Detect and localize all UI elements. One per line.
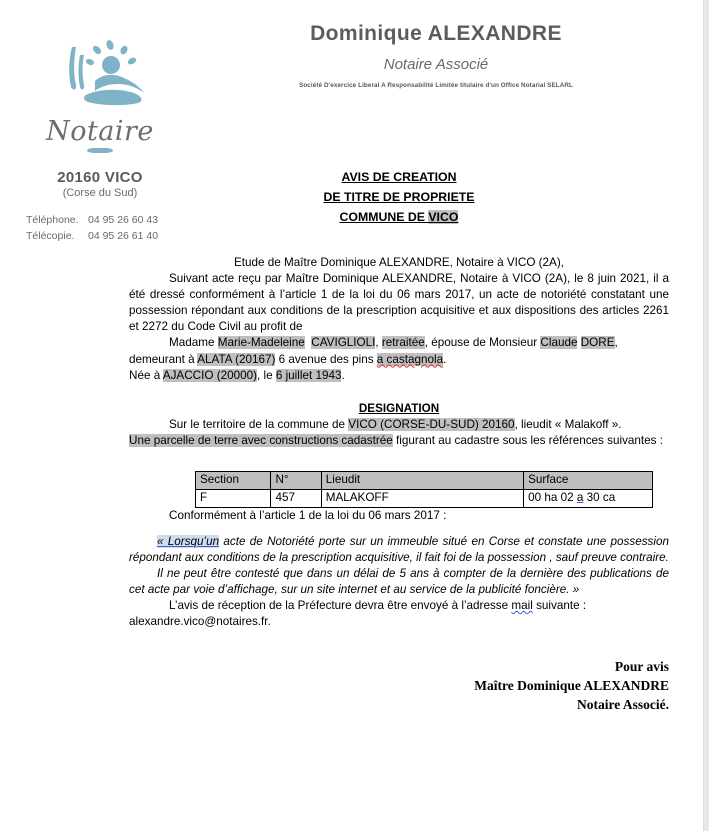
title-line-1: AVIS DE CREATION bbox=[341, 170, 457, 184]
quote-open-marker: « Lorsqu’un bbox=[157, 534, 220, 548]
table-header-row bbox=[196, 472, 653, 490]
column-header-lieudit: Lieudit bbox=[321, 472, 523, 490]
phone-label: Téléphone. bbox=[26, 214, 79, 226]
firm-legal-form: Société D'exercice Liberal A Responsabilité Limitée titulaire d'un Office Notarial SELARL bbox=[299, 82, 573, 89]
fax-value: 04 95 26 61 40 bbox=[88, 230, 159, 243]
firm-role: Notaire Associé bbox=[383, 56, 489, 73]
signature-block bbox=[129, 657, 669, 714]
surface-post: 30 ca bbox=[583, 490, 616, 504]
residence-intro: demeurant à bbox=[129, 352, 198, 366]
parcel-line bbox=[129, 434, 663, 447]
birth-tail: . bbox=[341, 368, 345, 382]
birth-mid: , le bbox=[256, 368, 276, 382]
birth-line bbox=[129, 369, 345, 382]
designation-lieudit-tail: , lieudit « Malakoff ». bbox=[514, 417, 622, 431]
parcel-tail: figurant au cadastre sous les références suivantes : bbox=[392, 434, 664, 448]
spouse-first-name: Claude bbox=[540, 336, 578, 350]
birth-intro: Née à bbox=[129, 368, 163, 382]
masthead bbox=[186, 22, 686, 89]
acte-paragraph: Suivant acte reçu par Maître Dominique ALEXANDRE, Notaire à VICO (2A), le 8 juin 2021, il a été dressé conformément à l’article 1 de la loi du 06 mars 2017, un acte de notoriété constatant une possession répondant aux conditions de la prescription acquisitive et aux dispositions des articles 2261 et 2272 du Code Civil au profit de bbox=[129, 271, 669, 334]
column-header-section: Section bbox=[196, 472, 271, 490]
table-row bbox=[196, 489, 653, 507]
contact-email: alexandre.vico@notaires.fr. bbox=[129, 615, 271, 629]
office-city: 20160 VICO bbox=[57, 169, 143, 186]
prefecture-paragraph bbox=[129, 598, 669, 630]
page-right-edge bbox=[703, 0, 709, 831]
designation-commune: VICO (CORSE-DU-SUD) 20160 bbox=[348, 417, 515, 431]
person-after-lastname: , bbox=[375, 336, 382, 350]
cell-surface bbox=[524, 489, 653, 507]
person-first-name: Marie-Madeleine bbox=[217, 336, 305, 350]
mail-word: mail bbox=[511, 599, 533, 613]
title-line-2: DE TITRE DE PROPRIETE bbox=[323, 189, 475, 204]
designation-heading: DESIGNATION bbox=[358, 401, 440, 415]
cell-number: 457 bbox=[271, 489, 321, 507]
logo-wordmark: Notaire bbox=[46, 116, 154, 147]
fax-label: Télécopie. bbox=[26, 230, 75, 243]
person-occupation: retraitée bbox=[381, 336, 425, 350]
phone-value: 04 95 26 60 43 bbox=[88, 214, 159, 226]
firm-name: Dominique ALEXANDRE bbox=[310, 22, 562, 45]
birth-date: 6 juillet 1943 bbox=[275, 368, 342, 382]
quote-paragraph-1-rest: acte de Notoriété porte sur un immeuble situé en Corse et constate une possession répondant aux conditions de la prescription acquisitive, il fait foi de la possession , sauf preuve contraire. bbox=[129, 534, 669, 564]
spouse-last-name: DORE bbox=[580, 336, 615, 350]
residence-place: a castagnola bbox=[376, 352, 444, 366]
designation-paragraph bbox=[129, 417, 669, 449]
cadastre-table bbox=[195, 471, 653, 507]
surface-pre: 00 ha 02 bbox=[528, 490, 577, 504]
signature-line-3: Notaire Associé. bbox=[577, 696, 669, 712]
residence-line bbox=[129, 353, 446, 366]
document-title bbox=[129, 168, 669, 228]
quote-paragraph-2: Il ne peut être contesté que dans un délai de 5 ans à compter de la dernière des publications de cet acte par voie d’affichage, sur un site internet et au service de la publicité foncière. » bbox=[129, 566, 669, 597]
person-civility: Madame bbox=[169, 336, 218, 350]
spouse-tail: , bbox=[614, 336, 618, 350]
birth-city: AJACCIO (20000) bbox=[162, 368, 257, 382]
signature-line-2: Maître Dominique ALEXANDRE bbox=[474, 677, 669, 693]
document-body bbox=[129, 168, 669, 714]
title-line-3-prefix: COMMUNE DE bbox=[339, 209, 429, 224]
person-last-name: CAVIGLIOLI bbox=[311, 336, 376, 350]
surface-unit: a bbox=[576, 490, 584, 504]
designation-intro: Sur le territoire de la commune de bbox=[169, 417, 349, 431]
lead-line: Etude de Maître Dominique ALEXANDRE, Notaire à VICO (2A), bbox=[234, 255, 564, 269]
conformity-line: Conformément à l’article 1 de la loi du 06 mars 2017 : bbox=[169, 508, 447, 522]
person-paragraph bbox=[129, 335, 669, 383]
notary-figure-logo-icon bbox=[14, 28, 186, 120]
spouse-intro: , épouse de Monsieur bbox=[424, 336, 541, 350]
prefecture-intro: L’avis de réception de la Préfecture devra être envoyé à l’adresse bbox=[169, 599, 512, 613]
title-line-3 bbox=[129, 208, 669, 228]
residence-street: 6 avenue des pins bbox=[275, 352, 377, 366]
cell-section: F bbox=[196, 489, 271, 507]
prefecture-tail: suivante : bbox=[532, 599, 587, 613]
residence-tail: . bbox=[443, 352, 447, 366]
cell-lieudit: MALAKOFF bbox=[321, 489, 523, 507]
quote-paragraph-1 bbox=[129, 534, 669, 566]
cadastre-table-body bbox=[196, 489, 653, 507]
parcel-description: Une parcelle de terre avec constructions cadastrée bbox=[129, 434, 393, 448]
column-header-surface: Surface bbox=[524, 472, 653, 490]
office-region: (Corse du Sud) bbox=[62, 187, 138, 199]
signature-line-1: Pour avis bbox=[614, 658, 669, 674]
legal-quote-block bbox=[129, 534, 669, 599]
logo-underline-swoosh bbox=[87, 148, 113, 153]
column-header-number: N° bbox=[271, 472, 321, 490]
residence-city: ALATA (20167) bbox=[197, 352, 276, 366]
title-commune-highlight: VICO bbox=[428, 209, 459, 224]
cadastre-table-head bbox=[196, 472, 653, 490]
